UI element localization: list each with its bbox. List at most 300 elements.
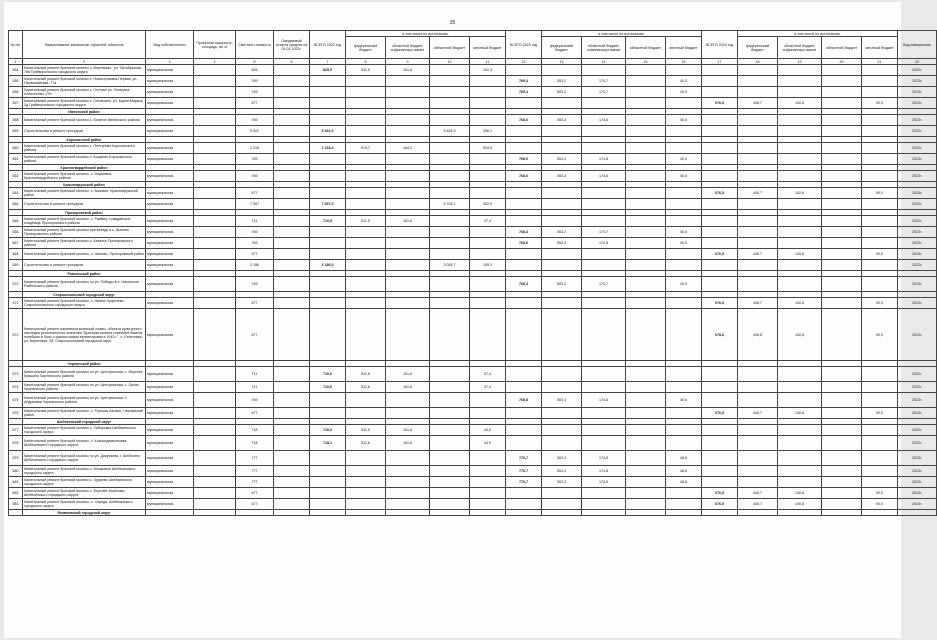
value-t24: 676,5 [702, 408, 738, 419]
value-r22 [430, 309, 470, 361]
value-f22: 511,5 [346, 425, 386, 436]
value-f22 [346, 309, 386, 361]
value-cost: 677 [236, 98, 274, 109]
value-t22: 710,6 [310, 382, 346, 393]
value-t22 [310, 466, 346, 477]
value-y: 2024г. [898, 309, 937, 361]
cell [194, 216, 236, 227]
value-t23 [506, 309, 542, 361]
value-f24 [738, 436, 778, 451]
value-r24 [822, 154, 862, 165]
ownership-type: муниципальная [146, 115, 194, 126]
value-r24 [822, 143, 862, 154]
value-t23 [506, 408, 542, 419]
value-rc22 [386, 87, 430, 98]
table-row [9, 171, 937, 182]
value-t23: 768,6 [506, 115, 542, 126]
value-l23 [666, 408, 702, 419]
cell [274, 298, 310, 309]
cell [738, 510, 778, 516]
value-l23 [666, 367, 702, 382]
value-t24 [702, 238, 738, 249]
value-l23: 48,6 [666, 466, 702, 477]
value-r22 [430, 466, 470, 477]
value-f24 [738, 367, 778, 382]
value-r24 [822, 216, 862, 227]
table-row [9, 393, 937, 408]
cell [274, 143, 310, 154]
value-t22: 5 921,0 [310, 126, 346, 137]
value-t22 [310, 393, 346, 408]
value-rc22 [386, 199, 430, 210]
cell [194, 188, 236, 199]
section-title: Чернянский район [23, 361, 146, 367]
value-y: 2024г. [898, 408, 937, 419]
section-row [9, 510, 937, 516]
row-number: 659 [9, 126, 23, 137]
table-row [9, 309, 937, 361]
table-header [9, 31, 937, 65]
value-l23: 40,5 [666, 154, 702, 165]
cell [274, 488, 310, 499]
value-y: 2023г. [898, 154, 937, 165]
value-r22: 5 624,9 [430, 126, 470, 137]
value-rc22 [386, 277, 430, 292]
value-l22 [470, 408, 506, 419]
cell [274, 238, 310, 249]
header-regional-cofin: областной бюджет, софинансиро-вание [582, 37, 626, 59]
value-t22: 825,5 [310, 65, 346, 76]
cell [236, 510, 274, 516]
value-r24 [822, 65, 862, 76]
value-t22 [310, 249, 346, 260]
value-f22 [346, 451, 386, 466]
value-t23: 776,7 [506, 451, 542, 466]
section-title: Ровеньский район [23, 271, 146, 277]
value-r22: 6 704,1 [430, 199, 470, 210]
value-r24 [822, 309, 862, 361]
table-row [9, 408, 937, 419]
cell [146, 510, 194, 516]
value-rc22 [386, 126, 430, 137]
value-l24: 90,0 [862, 499, 898, 510]
value-r24 [822, 298, 862, 309]
value-t23: 768,6 [506, 171, 542, 182]
row-number: 668 [9, 249, 23, 260]
value-r23 [626, 238, 666, 249]
value-r24 [822, 488, 862, 499]
value-l23 [666, 298, 702, 309]
cell [274, 260, 310, 271]
value-l22: 37,4 [470, 382, 506, 393]
value-f23: 553,3 [542, 477, 582, 488]
value-rc24: 140,8 [778, 488, 822, 499]
row-number: 655 [9, 76, 23, 87]
value-r24 [822, 188, 862, 199]
value-l23: 40,6 [666, 393, 702, 408]
header-total-2024: ВСЕГО 2024 год [702, 31, 738, 59]
cell [194, 115, 236, 126]
value-r24 [822, 277, 862, 292]
value-l24 [862, 260, 898, 271]
value-f24: 445,8 [738, 309, 778, 361]
value-f23: 553,3 [542, 466, 582, 477]
value-y: 2022г. [898, 260, 937, 271]
value-t24: 676,5 [702, 499, 738, 510]
value-rc22 [386, 188, 430, 199]
cell [274, 477, 310, 488]
value-l22: 44,9 [470, 425, 506, 436]
value-y: 2024г. [898, 298, 937, 309]
value-r23 [626, 466, 666, 477]
object-name: Строительство и ремонт тротуаров [23, 199, 146, 210]
column-number: 4 [194, 59, 236, 65]
value-r22 [430, 367, 470, 382]
value-f24 [738, 199, 778, 210]
value-t23 [506, 249, 542, 260]
value-rc23: 174,7 [582, 227, 626, 238]
value-f23 [542, 65, 582, 76]
header-local: местный бюджет [666, 37, 702, 59]
value-t22 [310, 238, 346, 249]
cell [194, 171, 236, 182]
table-row [9, 477, 937, 488]
value-f22 [346, 171, 386, 182]
value-t22 [310, 115, 346, 126]
row-number: 666 [9, 227, 23, 238]
value-rc22 [386, 154, 430, 165]
ownership-type: муниципальная [146, 154, 194, 165]
value-t22 [310, 499, 346, 510]
cell [194, 499, 236, 510]
cell [274, 216, 310, 227]
value-f22 [346, 199, 386, 210]
object-name: Капитальный ремонт братской могилы с. Верхнее Берёзово, Шебекинского городского округа [23, 488, 146, 499]
cell [194, 154, 236, 165]
object-name: Капитальный ремонт братской могилы по ул. Центральная, с. Верхнее Кузькино Чернянского района [23, 367, 146, 382]
row-number: 669 [9, 260, 23, 271]
value-l22 [470, 87, 506, 98]
page-number: 35 [449, 20, 456, 26]
cell [194, 488, 236, 499]
object-name: Капитальный ремонт братской могилы с. Верхнеказ., ул. Октябрьская, 76в Грайворонского городского округа [23, 65, 146, 76]
value-l24 [862, 382, 898, 393]
header-regional-cofin: областной бюджет, софинансиро-вание [778, 37, 822, 59]
value-l22 [470, 227, 506, 238]
section-title: Старооскольский городской округ [23, 292, 146, 298]
cell [274, 466, 310, 477]
value-r22 [430, 143, 470, 154]
value-cost: 677 [236, 309, 274, 361]
cell [194, 382, 236, 393]
value-y: 2022г. [898, 436, 937, 451]
value-f23: 553,2 [542, 277, 582, 292]
object-name: Капитальный ремонт братской могилы по ул. Центральная, с. Андреевка Чернянского района [23, 393, 146, 408]
value-f22 [346, 499, 386, 510]
ownership-type: муниципальная [146, 227, 194, 238]
value-t23: 768,6 [506, 238, 542, 249]
value-rc24 [778, 466, 822, 477]
cell [194, 76, 236, 87]
section-title: Яковлевский городской округ [23, 510, 146, 516]
cell [274, 188, 310, 199]
cell [194, 298, 236, 309]
value-t22 [310, 171, 346, 182]
value-rc23: 174,7 [582, 87, 626, 98]
value-cost: 777 [236, 466, 274, 477]
header-local: местный бюджет [862, 37, 898, 59]
value-rc23 [582, 488, 626, 499]
value-rc22 [386, 98, 430, 109]
value-r23 [626, 408, 666, 419]
value-r24 [822, 227, 862, 238]
value-r23 [626, 260, 666, 271]
document-page [4, 2, 931, 638]
value-l24 [862, 277, 898, 292]
value-rc24 [778, 260, 822, 271]
value-l23: 48,6 [666, 477, 702, 488]
section-title: Корочанский район [23, 137, 146, 143]
cell [194, 227, 236, 238]
value-rc24: 140,8 [778, 499, 822, 510]
value-f24 [738, 260, 778, 271]
object-name: Капитальный ремонт братской могилы, с. Козьмодемьяновка Шебекинского городского округа [23, 436, 146, 451]
value-f22 [346, 408, 386, 419]
table-row [9, 260, 937, 271]
value-l24: 90,0 [862, 488, 898, 499]
value-r22 [430, 277, 470, 292]
column-number: 14 [582, 59, 626, 65]
value-f22 [346, 277, 386, 292]
value-cost: 769 [236, 227, 274, 238]
value-t23: 769,4 [506, 87, 542, 98]
value-r23 [626, 171, 666, 182]
value-y: 2022г. [898, 143, 937, 154]
value-f24: 445,7 [738, 249, 778, 260]
row-number: 664 [9, 199, 23, 210]
value-f23 [542, 408, 582, 419]
value-f22 [346, 87, 386, 98]
value-t23: 776,7 [506, 466, 542, 477]
table-row [9, 188, 937, 199]
value-l23 [666, 216, 702, 227]
value-l24 [862, 216, 898, 227]
header-total-2022: ВСЕГО 2022 год [310, 31, 346, 59]
value-rc22 [386, 393, 430, 408]
value-rc24 [778, 199, 822, 210]
value-r23 [626, 65, 666, 76]
ownership-type: муниципальная [146, 199, 194, 210]
row-number: 678 [9, 436, 23, 451]
row-number: 661 [9, 154, 23, 165]
value-y: 2023г. [898, 477, 937, 488]
value-cost: 769 [236, 154, 274, 165]
row-number: 654 [9, 65, 23, 76]
value-l24: 90,0 [862, 249, 898, 260]
value-l23: 40,5 [666, 76, 702, 87]
value-rc23 [582, 408, 626, 419]
value-rc22 [386, 488, 430, 499]
value-f24 [738, 76, 778, 87]
value-rc23 [582, 216, 626, 227]
cell [194, 425, 236, 436]
value-r23 [626, 188, 666, 199]
value-y: 2022г. [898, 65, 937, 76]
value-f23 [542, 260, 582, 271]
value-l24 [862, 367, 898, 382]
column-number: 21 [862, 59, 898, 65]
value-t23 [506, 382, 542, 393]
cell [582, 510, 626, 516]
value-rc24 [778, 171, 822, 182]
value-rc24 [778, 238, 822, 249]
value-r22 [430, 87, 470, 98]
value-y: 2023г. [898, 466, 937, 477]
value-rc23 [582, 260, 626, 271]
value-f24 [738, 382, 778, 393]
value-t24 [702, 277, 738, 292]
value-rc24: 140,8 [778, 188, 822, 199]
value-f23: 553,2 [542, 227, 582, 238]
cell [666, 510, 702, 516]
value-t24 [702, 367, 738, 382]
object-name: Капитальный ремонт братской могилы, с. Нижне-Чуфичево, Старооскольского городского округа [23, 298, 146, 309]
value-y: 2024г. [898, 488, 937, 499]
value-r22 [430, 115, 470, 126]
header-total-2023: ВСЕГО 2023 год [506, 31, 542, 59]
value-f24 [738, 238, 778, 249]
object-name: Капитальный ремонт братской могилы с. Пестуново Корочанского района [23, 143, 146, 154]
table-row [9, 65, 937, 76]
value-rc22 [386, 408, 430, 419]
value-l23 [666, 249, 702, 260]
value-l22 [470, 171, 506, 182]
value-r24 [822, 199, 862, 210]
value-rc24: 140,8 [778, 98, 822, 109]
value-r24 [822, 98, 862, 109]
value-y: 2024г. [898, 249, 937, 260]
value-t23 [506, 488, 542, 499]
section-title: Прохоровский район [23, 210, 146, 216]
cell [194, 510, 236, 516]
value-rc22 [386, 260, 430, 271]
value-l24 [862, 87, 898, 98]
cell [9, 510, 23, 516]
value-y: 2023г. [898, 451, 937, 466]
value-rc24 [778, 76, 822, 87]
value-rc22: 161,6 [386, 65, 430, 76]
value-y: 2022г. [898, 367, 937, 382]
value-f22 [346, 249, 386, 260]
value-rc23: 174,7 [582, 277, 626, 292]
value-l23 [666, 65, 702, 76]
value-t24 [702, 382, 738, 393]
value-rc23: 174,8 [582, 393, 626, 408]
value-rc23 [582, 367, 626, 382]
value-l23: 40,5 [666, 171, 702, 182]
value-r24 [822, 260, 862, 271]
value-l23: 40,5 [666, 87, 702, 98]
column-number: 18 [738, 59, 778, 65]
ownership-type: муниципальная [146, 143, 194, 154]
column-number: 7 [310, 59, 346, 65]
ownership-type: муниципальная [146, 126, 194, 137]
value-l22 [470, 76, 506, 87]
value-rc22 [386, 76, 430, 87]
value-r23 [626, 451, 666, 466]
cell [310, 510, 346, 516]
value-f22 [346, 154, 386, 165]
value-t24: 678,8 [702, 309, 738, 361]
value-t22 [310, 408, 346, 419]
value-y: 2023г. [898, 393, 937, 408]
object-name: Капитальный ремонт братской могилы с. Глотово ул. Генерала Алексеенко, 27а [23, 87, 146, 98]
cell [274, 309, 310, 361]
object-name: Капитальный ремонт братской могилы, с. Русская Халань, Чернянский район [23, 408, 146, 419]
value-r23 [626, 216, 666, 227]
value-t24 [702, 227, 738, 238]
value-l24 [862, 115, 898, 126]
value-t22 [310, 87, 346, 98]
row-number: 670 [9, 277, 23, 292]
object-name: Капитальный ремонт братской могилы с. Мешковое Шебекинского городского округа [23, 466, 146, 477]
value-l22: 296,1 [470, 126, 506, 137]
value-t22: 1 218,4 [310, 143, 346, 154]
header-regional-cofin: областной бюджет, софинансиро-вание [386, 37, 430, 59]
value-l22 [470, 477, 506, 488]
header-regional: областной бюджет [822, 37, 862, 59]
cell [862, 510, 898, 516]
value-rc23: 174,8 [582, 238, 626, 249]
object-name: Капитальный ремонт братской могилы с. Головчино, ул. Карла Маркса, 2д Грайворонского городского округа [23, 98, 146, 109]
value-l24 [862, 393, 898, 408]
table-row [9, 98, 937, 109]
value-l24 [862, 76, 898, 87]
value-y: 2022г. [898, 199, 937, 210]
value-t23 [506, 367, 542, 382]
value-rc24 [778, 277, 822, 292]
value-r22 [430, 488, 470, 499]
value-l23 [666, 260, 702, 271]
value-rc23 [582, 425, 626, 436]
column-number: 11 [470, 59, 506, 65]
value-r22 [430, 188, 470, 199]
header-ownership: Вид собственности [146, 31, 194, 59]
value-t24 [702, 451, 738, 466]
value-t24 [702, 260, 738, 271]
value-f23: 553,4 [542, 393, 582, 408]
value-f22 [346, 488, 386, 499]
value-y: 2023г. [898, 238, 937, 249]
value-cost: 769 [236, 171, 274, 182]
value-cost: 826 [236, 65, 274, 76]
ownership-type: муниципальная [146, 488, 194, 499]
value-rc23 [582, 143, 626, 154]
row-number: 656 [9, 87, 23, 98]
value-t23: 768,4 [506, 277, 542, 292]
value-t24 [702, 76, 738, 87]
column-number: 20 [822, 59, 862, 65]
value-cost: 677 [236, 188, 274, 199]
value-cost: 3 186 [236, 260, 274, 271]
value-rc22: 164,2 [386, 143, 430, 154]
cell [274, 393, 310, 408]
object-name: Капитальный ремонт братской могилы с. Зиборовка Шебекинского городского округа [23, 425, 146, 436]
section-title: Шебекинский городской округ [23, 419, 146, 425]
value-t22: 718,0 [310, 425, 346, 436]
value-cost: 718 [236, 425, 274, 436]
table-row [9, 143, 937, 154]
